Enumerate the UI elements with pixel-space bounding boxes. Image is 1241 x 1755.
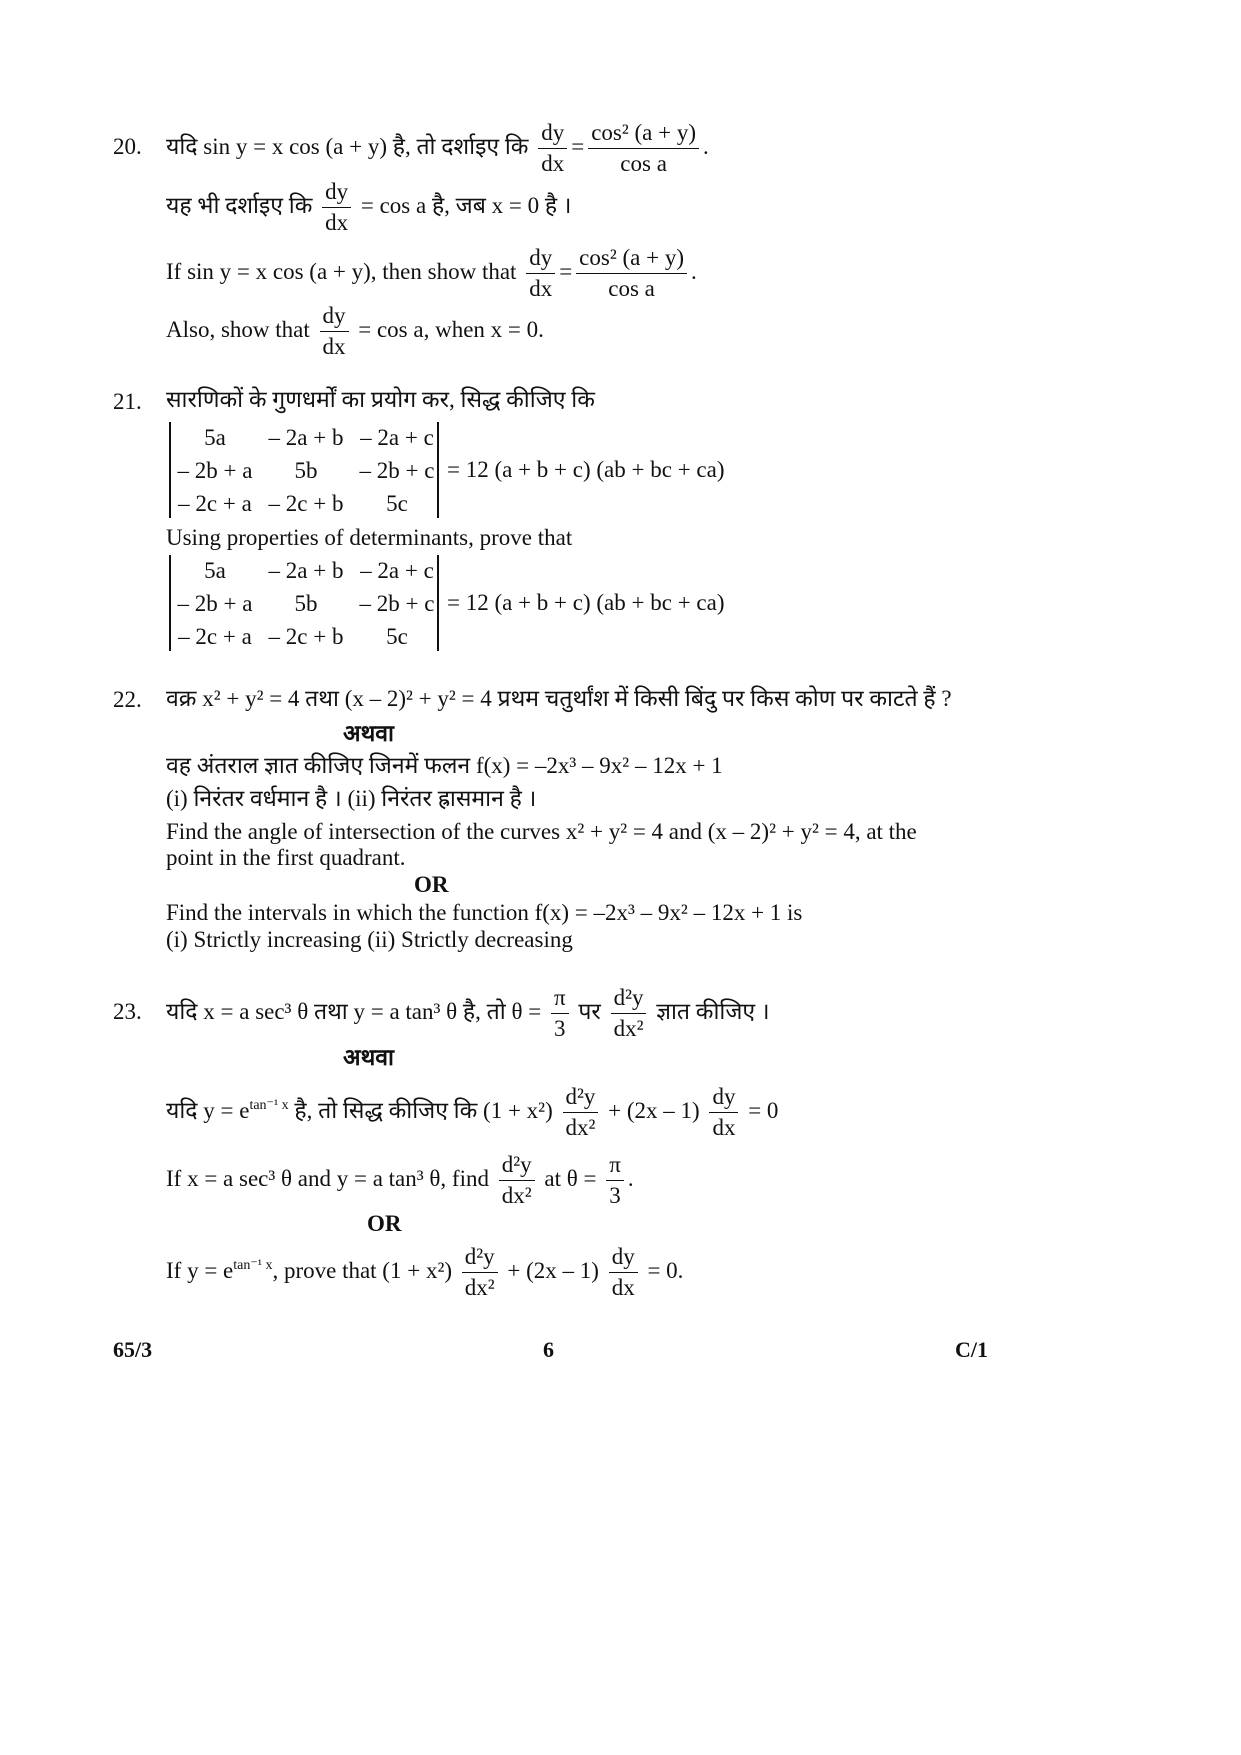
q20-frac-cos — [588, 120, 699, 177]
q21-number: 21. — [113, 389, 142, 414]
q23-hindi-or: अथवा — [343, 1045, 395, 1070]
q21-rhs-en: = 12 (a + b + c) (ab + bc + ca) — [447, 590, 725, 615]
q22-hindi-line1: वक्र x² + y² = 4 तथा (x – 2)² + y² = 4 प्रथम चतुर्थांश में किसी बिंदु पर किस कोण पर काटते हैं ? — [166, 686, 952, 711]
q22-hindi-line2: वह अंतराल ज्ञात कीजिए जिनमें फलन f(x) = –2x³ – 9x² – 12x + 1 — [166, 753, 723, 778]
q20-en-l1-prefix: If sin y = x cos (a + y), then show that — [166, 258, 517, 284]
q20-hindi-line2 — [166, 179, 572, 236]
frac-num: dy — [526, 245, 555, 274]
q21-english-text: Using properties of determinants, prove that — [166, 525, 573, 550]
q23-frac-dydx-2 — [609, 1244, 638, 1301]
frac-num: cos² (a + y) — [588, 120, 699, 149]
footer-page-number: 6 — [543, 1337, 554, 1362]
q23-english-line2 — [166, 1244, 683, 1301]
frac-num: dy — [609, 1244, 638, 1273]
q20-english-line2 — [166, 303, 544, 360]
frac-num: dy — [322, 179, 351, 208]
matrix-cell: 5b — [294, 591, 318, 616]
frac-num: d²y — [611, 985, 647, 1014]
q22-english-line2: point in the first quadrant. — [166, 845, 406, 870]
q20-hindi-line1: यदि sin y = x cos (a + y) है, तो दर्शाइए कि $\frac{dy}{dx}$ = $\frac{\text{cos² (a + y)}}{\text{cos a}}$ . — [166, 120, 709, 176]
matrix-cell: – 2b + a — [177, 591, 253, 616]
q23-hi-l1-prefix: यदि x = a sec³ θ तथा y = a tan³ θ है, तो θ = — [166, 998, 542, 1024]
q23-hi-l2-prefix: यदि y = e — [166, 1097, 250, 1123]
footer-set: C/1 — [955, 1337, 988, 1362]
q22-english-line4: (i) Strictly increasing (ii) Strictly decreasing — [166, 927, 573, 952]
frac-den: dx² — [501, 1183, 532, 1208]
q23-en-l1-mid: at θ = — [544, 1165, 597, 1191]
q23-hi-l1-suffix: ज्ञात कीजिए । — [656, 998, 770, 1024]
frac-num: d²y — [563, 1084, 599, 1113]
q22-number: 22. — [113, 687, 142, 712]
frac-den: dx — [611, 1275, 635, 1300]
q23-eq-zero: = 0 — [748, 1097, 779, 1123]
q21-determinant-hi — [169, 422, 439, 518]
frac-num: dy — [538, 120, 567, 149]
q20-frac-dydx-3 — [526, 245, 555, 302]
frac-den: dx — [529, 276, 553, 301]
frac-den: dx² — [613, 1016, 644, 1041]
q23-en-l2-mid: , prove that (1 + x²) — [272, 1257, 452, 1283]
frac-den: cos a — [608, 276, 655, 301]
frac-num: cos² (a + y) — [576, 245, 687, 274]
frac-num: dy — [320, 303, 349, 332]
q20-hi-l2-suffix: = cos a है, जब x = 0 है । — [360, 192, 572, 218]
frac-den: dx² — [565, 1115, 596, 1140]
q23-hindi-line2 — [166, 1084, 778, 1141]
frac-num: π — [551, 985, 569, 1014]
matrix-cell: – 2a + b — [268, 425, 344, 450]
q23-en-l2-prefix: If y = e — [166, 1257, 234, 1283]
matrix-cell: – 2b + a — [177, 458, 253, 483]
q20-hi-l2-prefix: यह भी दर्शाइए कि — [166, 192, 313, 218]
q20-frac-dydx-4 — [320, 303, 349, 360]
q23-frac-d2ydx2-3 — [499, 1152, 535, 1209]
matrix-cell: – 2a + c — [360, 558, 434, 583]
q21-determinant-en — [169, 555, 439, 651]
q21-rhs-hi: = 12 (a + b + c) (ab + bc + ca) — [447, 457, 725, 482]
matrix-cell: – 2b + c — [359, 458, 435, 483]
frac-den: cos a — [620, 151, 667, 176]
q23-frac-dydx — [709, 1084, 738, 1141]
q22-english-line1: Find the angle of intersection of the curves x² + y² = 4 and (x – 2)² + y² = 4, at the — [166, 819, 917, 844]
q23-frac-d2ydx2 — [611, 985, 647, 1042]
frac-num: π — [606, 1152, 624, 1181]
q23-hindi-line1 — [166, 985, 770, 1042]
q23-frac-pi3 — [551, 985, 569, 1042]
frac-num: dy — [709, 1084, 738, 1113]
matrix-cell: – 2a + b — [268, 558, 344, 583]
q23-english-line1: If x = a sec³ θ and y = a tan³ θ, find $\frac{\text{d²y}}{\text{dx²}}$ at θ = $\frac{\pi}{3}$ . — [166, 1152, 634, 1208]
matrix-cell: 5b — [294, 458, 318, 483]
frac-den: 3 — [609, 1183, 621, 1208]
q20-en-l2-suffix: = cos a, when x = 0. — [358, 316, 544, 342]
frac-den: dx² — [464, 1275, 495, 1300]
q22-english-line3: Find the intervals in which the function f(x) = –2x³ – 9x² – 12x + 1 is — [166, 900, 803, 925]
frac-den: dx — [712, 1115, 736, 1140]
matrix-cell: 5a — [204, 558, 226, 583]
q23-plus-term: + (2x – 1) — [608, 1097, 700, 1123]
q23-en-exp: tan⁻¹ x — [233, 1258, 273, 1274]
q23-hi-l1-mid: पर — [578, 998, 601, 1024]
frac-den: dx — [322, 334, 346, 359]
q23-eq-zero-2: = 0. — [647, 1257, 684, 1283]
matrix-cell: – 2a + c — [360, 425, 434, 450]
matrix-cell: – 2c + b — [268, 491, 344, 516]
q23-en-l1-prefix: If x = a sec³ θ and y = a tan³ θ, find — [166, 1165, 489, 1191]
q21-hindi-text: सारणिकों के गुणधर्मों का प्रयोग कर, सिद्ध कीजिए कि — [166, 387, 595, 412]
q23-number: 23. — [113, 999, 142, 1024]
footer-code: 65/3 — [113, 1337, 153, 1362]
matrix-cell: 5c — [386, 491, 408, 516]
frac-den: dx — [541, 151, 565, 176]
frac-den: 3 — [554, 1016, 566, 1041]
frac-den: dx — [325, 210, 349, 235]
q20-hi-l1-prefix: यदि sin y = x cos (a + y) है, तो दर्शाइए कि — [166, 133, 529, 159]
q23-frac-d2ydx2-2 — [563, 1084, 599, 1141]
q20-number: 20. — [113, 134, 142, 159]
q20-frac-cos-2 — [576, 245, 687, 302]
matrix-cell: 5a — [204, 425, 226, 450]
q20-en-l2-prefix: Also, show that — [166, 316, 310, 342]
q23-english-or: OR — [367, 1211, 402, 1236]
frac-num: d²y — [462, 1244, 498, 1273]
q23-frac-d2ydx2-4 — [462, 1244, 498, 1301]
q20-frac-dydx-2 — [322, 179, 351, 236]
q20-english-line1: If sin y = x cos (a + y), then show that $\frac{dy}{dx}$ = $\frac{\text{cos² (a + y)}}{\text{cos a}}$ . — [166, 245, 697, 301]
matrix-cell: 5c — [386, 624, 408, 649]
q22-hindi-or: अथवा — [343, 721, 395, 746]
q23-plus-term-2: + (2x – 1) — [507, 1257, 599, 1283]
matrix-cell: – 2c + a — [178, 624, 252, 649]
q20-frac-dydx — [538, 120, 567, 177]
q22-hindi-line3: (i) निरंतर वर्धमान है । (ii) निरंतर ह्रासमान है । — [166, 786, 537, 811]
q23-hi-exp: tan⁻¹ x — [249, 1098, 289, 1114]
matrix-cell: – 2b + c — [359, 591, 435, 616]
matrix-cell: – 2c + a — [178, 491, 252, 516]
q22-english-or: OR — [414, 872, 449, 897]
q23-frac-pi3-2 — [606, 1152, 624, 1209]
q23-hi-l2-mid: है, तो सिद्ध कीजिए कि (1 + x²) — [294, 1097, 553, 1123]
matrix-cell: – 2c + b — [268, 624, 344, 649]
frac-num: d²y — [499, 1152, 535, 1181]
